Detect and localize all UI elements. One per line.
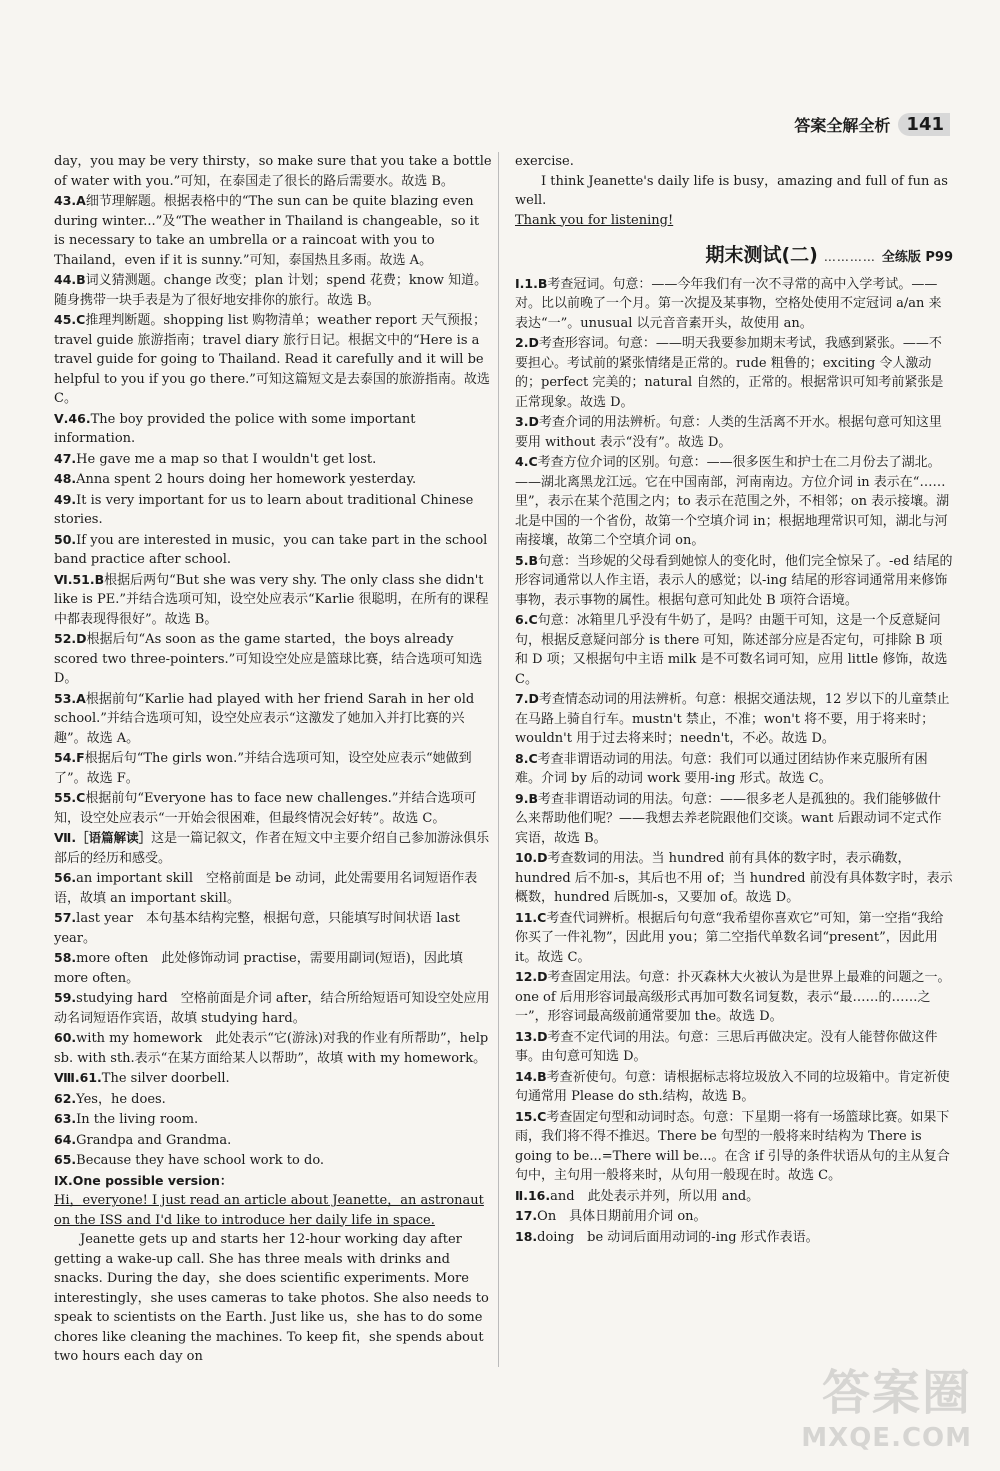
answer-text: Grandpa and Grandma. (76, 1132, 232, 1148)
answer-text: 细节理解题。根据表格中的“The sun can be quite blazing even during winter...”及“The weather in Thailand is changeable，so it is necessary to take an umbrella or a raincoat with you to Thailand，even if it is sunny.”可知，泰国热且多雨。故选 A。 (54, 194, 480, 268)
answer-item (515, 1186, 953, 1207)
answer-text: 根据后句“As soon as the game started，the boys already scored two three-pointers.”可知设空处应是篮球比赛，结合选项可知选 D。 (54, 632, 483, 686)
answer-number: 65. (54, 1152, 77, 1167)
answer-number: 12.D (515, 969, 548, 984)
answer-text: 考查代词辨析。根据后句句意“我希望你喜欢它”可知，第一空指“我给你买了一件礼物”，因此用 you；第二空指代单数名词“present”，因此用 it。故选 C。 (515, 910, 944, 965)
answer-number: 44.B (54, 272, 86, 287)
answer-number: 8.C (515, 750, 538, 766)
answer-number: 56. (54, 870, 77, 885)
answer-item (54, 1089, 494, 1110)
answer-text: If you are interested in music，you can take part in the school band practice after school. (54, 532, 488, 567)
test-heading (515, 246, 953, 268)
answer-item (54, 948, 494, 988)
answer-text: an important skill 空格前面是 be 动词，此处需要用名词短语作表语，故填 an important skill。 (54, 871, 478, 906)
answer-text: 考查方位介词的区别。句意：——很多医生和护士在二月份去了湖北。——湖北离黑龙江远。它在中国南部，河南南边。方位介词 in 表示在“……里”，表示在某个范围之内；to 表示在范围之外，不相邻；on 表示接壤。湖北是中国的一个省份，故第一个空填介词 in；根据地理常识可知，湖北与河南接壤，故第二个空填介词 on。 (515, 455, 950, 548)
answer-item (515, 412, 953, 452)
answer-number: Ⅰ.1.B (515, 275, 548, 291)
answer-item (515, 789, 953, 849)
answer-item (515, 848, 953, 908)
answer-item (515, 1107, 953, 1186)
answer-number: 62. (54, 1090, 77, 1106)
answer-text: The boy provided the police with some important information. (54, 411, 416, 446)
answer-item (54, 828, 494, 868)
answer-number: 49. (54, 491, 77, 507)
essay-paragraph (54, 1230, 494, 1367)
answer-text: In the living room. (76, 1112, 199, 1127)
answer-item (515, 333, 953, 412)
answer-item (54, 1109, 494, 1130)
watermark (801, 1354, 972, 1453)
test-reference: 全练版 P99 (881, 250, 953, 265)
test-title: 期末测试(二) (705, 244, 818, 266)
answer-text: more often 此处修饰动词 practise，需要用副词(短语)，因此填 more often。 (54, 951, 463, 986)
answer-text: 考查非谓语动词的用法。句意：我们可以通过团结协作来克服所有困难。介词 by 后的动词 work 要用-ing 形式。故选 C。 (515, 751, 928, 786)
answer-item (515, 610, 953, 689)
answer-item (54, 409, 494, 449)
answer-number: 13.D (515, 1028, 548, 1044)
answer-text: Thank you for listening! (515, 212, 674, 228)
answer-item (515, 452, 953, 551)
answer-text: and 此处表示并列，所以用 and。 (550, 1188, 760, 1204)
answer-text: He gave me a map so that I wouldn't get lost. (76, 451, 377, 467)
answer-item (54, 1130, 494, 1151)
answer-text: 考查固定用法。句意：扑灭森林大火被认为是世界上最难的问题之一。one of 后用形容词最高级形式再加可数名词复数，表示“最……的……之一”，形容词最高级前通常要加 the。故选 D。 (515, 970, 951, 1024)
answer-item (54, 490, 494, 530)
answer-item (54, 788, 494, 828)
answer-text: 考查形容词。句意：——明天我要参加期末考试，我感到紧张。——不要担心。考试前的紧张情绪是正常的。rude 粗鲁的；exciting 令人激动的；perfect 完美的；natural 自然的，正常的。根据常识可知考前紧张是正常现象。故选 D。 (515, 336, 944, 410)
answer-item (515, 1227, 953, 1248)
answer-text: On 具体日期前用介词 on。 (537, 1209, 707, 1224)
answer-text: Jeanette gets up and starts her 12-hour working day after getting a wake-up call. She has three meals with drinks and snacks. During the day，she does scientific experiments. More interestingly，she uses cameras to take photos. She also needs to speak to scientists on the Earth. Just like us，she has to do some chores like cleaning the machines. To keep fit，she spends about two hours each day on (54, 1232, 489, 1364)
answer-text: 根据后句“The girls won.”并结合选项可知，设空处应表示“她做到了”。故选 F。 (54, 751, 472, 786)
answer-text: Anna spent 2 hours doing her homework yesterday. (76, 472, 417, 487)
answer-number: 45.C (54, 312, 86, 327)
answer-item (515, 689, 953, 749)
answer-text: 考查固定句型和动词时态。句意：下星期一将有一场篮球比赛。如果下雨，我们将不得不推迟。There be 句型的一般将来时结构为 There is going to be...=There will be...。在含 if 引导的条件状语从句的主从复合句中，主句用一般将来时，从句用一般现在时。故选 C。 (515, 1109, 950, 1183)
answer-text: Yes，he does. (76, 1091, 166, 1107)
answer-text: 考查不定代词的用法。句意：三思后再做决定。没有人能替你做这件事。由句意可知选 D。 (515, 1029, 938, 1064)
answer-text: 根据前句“Everyone has to face new challenges.”并结合选项可知，设空处应表示“一开始会很困难，但最终情况会好转”。故选 C。 (54, 791, 477, 826)
answer-list (515, 274, 953, 1248)
answer-item (54, 310, 494, 409)
answer-text: Because they have school work to do. (76, 1153, 325, 1168)
answer-number: 2.D (515, 335, 539, 350)
answer-item (515, 967, 953, 1027)
answer-number: 18. (515, 1228, 538, 1244)
answer-item (54, 748, 494, 788)
answer-number: 43.A (54, 193, 86, 208)
answer-number: 10.D (515, 850, 548, 865)
answer-item (54, 629, 494, 689)
answer-number: 58. (54, 950, 77, 965)
answer-item (54, 449, 494, 470)
answer-item (54, 1068, 494, 1089)
answer-number: Ⅴ.46. (54, 410, 91, 426)
answer-number: 48. (54, 471, 77, 486)
answer-text: studying hard 空格前面是介词 after，结合所给短语可知设空处应用动名词短语作宾语，故填 studying hard。 (54, 991, 490, 1026)
answer-number: 6.C (515, 612, 538, 627)
essay-underlined-sentence (54, 1191, 494, 1230)
answer-text: The silver doorbell. (101, 1071, 230, 1086)
answer-number: 57. (54, 910, 77, 925)
text-block (54, 152, 494, 191)
answer-number: 47. (54, 450, 77, 466)
essay-ending (515, 152, 953, 230)
answer-item (515, 1206, 953, 1227)
answer-text: last year 本句基本结构完整，根据句意，只能填写时间状语 last year。 (54, 911, 461, 946)
answer-number: 3.D (515, 414, 539, 429)
answer-number: 4.C (515, 454, 538, 469)
essay-paragraph (515, 172, 953, 211)
answer-text: 词义猜测题。change 改变；plan 计划；spend 花费；know 知道。随身携带一块手表是为了很好地安排你的旅行。故选 B。 (54, 273, 488, 308)
answer-number: 5.B (515, 552, 538, 568)
answer-number: 14.B (515, 1068, 547, 1084)
answer-number: Ⅱ.16. (515, 1187, 551, 1203)
answer-item (54, 1150, 494, 1171)
watermark-logo: 答案圈 (821, 1365, 972, 1421)
page-number: 141 (898, 113, 950, 136)
answer-text: 考查情态动词的用法辨析。句意：根据交通法规，12 岁以下的儿童禁止在马路上骑自行车。mustn't 禁止，不准；won't 将不要，用于将来时；wouldn't 用于过去将来时；needn't，不必。故选 D。 (515, 692, 950, 746)
answer-item (515, 1067, 953, 1107)
watermark-site: MXQE.COM (801, 1423, 972, 1453)
answer-item (54, 530, 494, 570)
answer-text: I think Jeanette's daily life is busy，amazing and full of fun as well. (515, 173, 948, 208)
answer-item (54, 868, 494, 908)
answer-number: 53.A (54, 690, 86, 706)
text-block (515, 152, 953, 172)
answer-number: 59. (54, 990, 77, 1005)
answer-text: 考查数词的用法。当 hundred 前有具体的数字时，表示确数，hundred 后不加-s，其后也不用 of；当 hundred 前没有具体数字时，表示概数，hundred 后既加-s，又要加 of。故选 D。 (515, 851, 953, 905)
answer-number: Ⅸ.One possible version： (54, 1172, 233, 1188)
answer-text: 根据后两句“But she was very shy. The only class she didn't like is PE.”并结合选项可知，设空处应表示“Karlie 很聪明，在所有的课程中都表现得很好”。故选 B。 (54, 572, 489, 627)
answer-text: 考查非谓语动词的用法。句意：——很多老人是孤独的。我们能够做什么来帮助他们呢？——我想去养老院跟他们交谈。want 后跟动词不定式作宾语，故选 B。 (515, 791, 942, 846)
header-title: 答案全解全析 (794, 116, 891, 135)
answer-item (54, 1171, 494, 1192)
answer-text: day，you may be very thirsty，so make sure that you take a bottle of water with you.”可知，在泰国走了很长的路后需要水。故选 B。 (54, 154, 492, 189)
answer-number: 9.B (515, 790, 538, 806)
answer-item (54, 689, 494, 749)
answer-item (54, 570, 494, 630)
answer-text: 考查冠词。句意：——今年我们有一次不寻常的高中入学考试。——对。比以前晚了一个月。第一次提及某事物，空格处使用不定冠词 a/an 来表达“一”。unusual 以元音音素开头，故使用 an。 (515, 276, 942, 331)
answer-item (54, 469, 494, 490)
answer-number: 63. (54, 1111, 77, 1126)
answer-text: 考查介词的用法辨析。句意：人类的生活离不开水。根据句意可知这里要用 without 表示“没有”。故选 D。 (515, 415, 942, 450)
answer-text: 句意：冰箱里几乎没有牛奶了，是吗？由题干可知，这是一个反意疑问句，根据反意疑问部分 is there 可知，陈述部分应是否定句，可排除 B 项和 D 项；又根据句中主语 milk 是不可数名词可知，应用 little 修饰，故选 C。 (515, 613, 948, 687)
answer-number: 52.D (54, 631, 87, 646)
answer-text: 推理判断题。shopping list 购物清单；weather report 天气预报；travel guide 旅游指南；travel diary 旅行日记。根据文中的“Here is a travel guide for going to Thailand. Read it carefully and it will be helpful to you if you go there.”可知这篇短文是去泰国的旅游指南。故选 C。 (54, 313, 490, 406)
answer-item (54, 1028, 494, 1068)
answer-number: 7.D (515, 691, 539, 706)
answer-item (54, 270, 494, 310)
answer-number: 11.C (515, 909, 547, 925)
answer-item (515, 551, 953, 611)
answer-number: Ⅶ.［语篇解读］ (54, 830, 152, 845)
answer-number: 60. (54, 1030, 77, 1045)
answer-text: with my homework 此处表示“它(游泳)对我的作业有所帮助”，help sb. with sth.表示“在某方面给某人以帮助”，故填 with my homework。 (54, 1031, 489, 1066)
answer-text: doing be 动词后面用动词的-ing 形式作表语。 (537, 1229, 819, 1245)
leader-dots: ………… (823, 250, 876, 264)
answer-text: 考查祈使句。句意：请根据标志将垃圾放入不同的垃圾箱中。肯定祈使句通常用 Please do sth.结构，故选 B。 (515, 1069, 950, 1104)
answer-text: Hi，everyone! I just read an article about Jeanette，an astronaut on the ISS and I'd like to introduce her daily life in space. (54, 1193, 484, 1228)
answer-number: Ⅵ.51.B (54, 571, 105, 587)
answer-number: 50. (54, 531, 77, 547)
right-column (515, 152, 953, 1247)
essay-underlined-sentence (515, 211, 953, 231)
answer-number: 54.F (54, 750, 85, 765)
answer-number: 55.C (54, 790, 86, 805)
answer-text: exercise. (515, 154, 574, 169)
answer-text: 根据前句“Karlie had played with her friend Sarah in her old school.”并结合选项可知，设空处应表示“这激发了她加入并打比赛的兴趣”。故选 A。 (54, 691, 475, 746)
answer-item (515, 908, 953, 968)
answer-number: 17. (515, 1208, 538, 1223)
answer-item (54, 908, 494, 948)
left-column (54, 152, 494, 1367)
answer-number: 64. (54, 1131, 77, 1147)
answer-text: 句意：当珍妮的父母看到她惊人的变化时，他们完全惊呆了。-ed 结尾的形容词通常以人作主语，表示人的感觉；以-ing 结尾的形容词通常用来修饰事物，表示事物的属性。根据句意可知此处 B 项符合语境。 (515, 553, 953, 608)
answer-number: 15.C (515, 1108, 547, 1124)
answer-item (54, 988, 494, 1028)
page-header (794, 113, 950, 136)
column-divider (498, 152, 499, 1367)
answer-item (515, 1027, 953, 1067)
answer-item (515, 274, 953, 334)
answer-number: Ⅷ.61. (54, 1070, 102, 1085)
answer-text: 这是一篇记叙文，作者在短文中主要介绍自己参加游泳俱乐部后的经历和感受。 (54, 831, 490, 866)
answer-item (54, 191, 494, 270)
answer-text: It is very important for us to learn about traditional Chinese stories. (54, 492, 474, 527)
answer-item (515, 749, 953, 789)
